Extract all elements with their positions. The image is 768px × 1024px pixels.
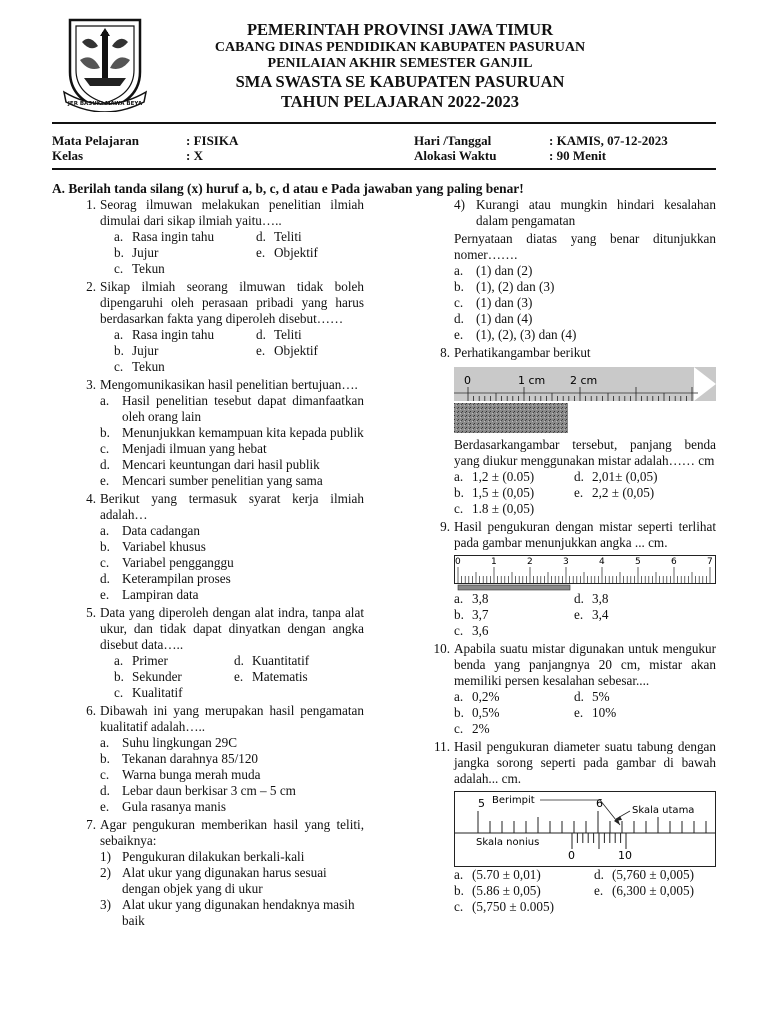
option-c[interactable]: c. (1) dan (3)	[454, 295, 533, 310]
time-value: : 90 Menit	[549, 148, 607, 163]
option-a[interactable]: a. (5.70 ± 0,01)	[454, 867, 541, 882]
option-b[interactable]: b. (5.86 ± 0,05)	[454, 883, 541, 898]
question-text: Perhatikangambar berikut	[454, 345, 591, 360]
east-java-emblem-logo	[60, 12, 150, 112]
option-e[interactable]: e. Lampiran data	[100, 587, 199, 602]
header-line-school: SMA SWASTA SE KABUPATEN PASURUAN	[235, 72, 565, 91]
option-d[interactable]: d. Teliti	[256, 327, 302, 342]
ruler-label-5: 5	[635, 557, 641, 567]
option-b[interactable]: b. Tekanan darahnya 85/120	[100, 751, 259, 766]
question-number: 5.	[86, 605, 96, 620]
ruler-label-1: 1	[491, 557, 497, 567]
option-e[interactable]: e. (1), (2), (3) dan (4)	[454, 327, 577, 342]
option-a[interactable]: a. Suhu lingkungan 29C	[100, 735, 238, 750]
ruler-label-6: 6	[671, 557, 677, 567]
option-c[interactable]: c. Warna bunga merah muda	[100, 767, 261, 782]
question-1	[74, 197, 364, 277]
option-c[interactable]: c. Menjadi ilmuan yang hebat	[100, 441, 267, 456]
ruler-label-3: 3	[563, 557, 569, 567]
question-number: 1.	[86, 197, 96, 212]
ruler-label-4: 4	[599, 557, 605, 567]
option-a[interactable]: a. Data cadangan	[100, 523, 200, 538]
option-d[interactable]: d. Keterampilan proses	[100, 571, 231, 586]
class-value: : X	[186, 148, 203, 163]
option-a[interactable]: a. Hasil penelitian tesebut dapat dimanfaatkan oleh orang lain	[100, 393, 364, 424]
question-text: Sikap ilmiah seorang ilmuwan tidak boleh dipengaruhi oleh perasaan pribadi yang harus berdasarkan fakta yang diperoleh disebut……	[100, 279, 364, 326]
option-c[interactable]: c. Tekun	[114, 359, 165, 374]
question-text: Apabila suatu mistar digunakan untuk mengukur benda yang panjangnya 20 cm, mistar akan memiliki persen kesalahan sebesar....	[454, 641, 716, 688]
class-label: Kelas	[52, 148, 84, 163]
ruler-label-7: 7	[707, 557, 713, 567]
question-number: 8.	[440, 345, 450, 360]
statement-2: 2) Alat ukur yang digunakan harus sesuai dengan objek yang di ukur	[100, 865, 327, 896]
option-a[interactable]: a. 3,8	[454, 591, 489, 606]
question-11	[428, 739, 716, 915]
main-scale-label-5: 5	[478, 797, 485, 810]
ruler-label-0: 0	[455, 557, 461, 567]
logo-motto: JER BASUKI MAWA BEYA	[67, 101, 143, 107]
subject-label: Mata Pelajaran	[52, 133, 140, 148]
question-8	[428, 345, 716, 517]
question-7	[74, 817, 364, 929]
question-number: 10.	[433, 641, 450, 656]
option-c[interactable]: c. Variabel pengganggu	[100, 555, 234, 570]
option-b[interactable]: b. Sekunder	[114, 669, 182, 684]
option-e[interactable]: e. Matematis	[234, 669, 308, 684]
header-line-province: PEMERINTAH PROVINSI JAWA TIMUR	[246, 20, 554, 39]
option-d[interactable]: d. (5,760 ± 0,005)	[594, 867, 694, 882]
option-a[interactable]: a. Rasa ingin tahu	[114, 327, 215, 342]
question-text: Hasil pengukuran dengan mistar seperti terlihat pada gambar menunjukkan angka ... cm.	[454, 519, 716, 550]
question-number: 11.	[434, 739, 450, 754]
ruler-figure-q9	[454, 555, 716, 591]
option-b[interactable]: b. 0,5%	[454, 705, 500, 720]
header-line-year: TAHUN PELAJARAN 2022-2023	[280, 92, 520, 111]
option-b[interactable]: b. Jujur	[114, 245, 159, 260]
question-text: Mengomunikasikan hasil penelitian bertujuan….	[100, 377, 358, 392]
question-text: Data yang diperoleh dengan alat indra, tanpa alat ukur, dan tidak dapat dinyatkan dengan angka disebut data…..	[100, 605, 364, 652]
vernier-label-10: 10	[618, 849, 632, 862]
question-7-statement: Pernyataan diatas yang benar ditunjukkan nomer…….	[454, 231, 716, 262]
option-e[interactable]: e. 2,2 ± (0,05)	[574, 485, 655, 500]
option-d[interactable]: d. (1) dan (4)	[454, 311, 533, 326]
measured-object	[458, 585, 570, 590]
right-column	[428, 197, 716, 915]
question-text: Agar pengukuran memberikan hasil yang teliti, sebaiknya:	[100, 817, 364, 848]
option-a[interactable]: a. Primer	[114, 653, 168, 668]
option-c[interactable]: c. 1.8 ± (0,05)	[454, 501, 535, 516]
option-e[interactable]: e. Gula rasanya manis	[100, 799, 226, 814]
header-divider-bottom	[52, 168, 716, 170]
question-6	[74, 703, 364, 815]
option-d[interactable]: d. Lebar daun berkisar 3 cm – 5 cm	[100, 783, 296, 798]
option-d[interactable]: d. Teliti	[256, 229, 302, 244]
option-b[interactable]: b. Jujur	[114, 343, 159, 358]
header-divider-top	[52, 122, 716, 124]
question-number: 6.	[86, 703, 96, 718]
question-8-text-2: Berdasarkangambar tersebut, panjang benda yang diukur menggunakan mistar adalah…… cm	[454, 437, 716, 468]
ruler-figure-q8	[454, 367, 716, 433]
vernier-scale-caption: Skala nonius	[476, 837, 540, 848]
question-text: Berikut yang termasuk syarat kerja ilmiah adalah…	[100, 491, 364, 522]
option-e[interactable]: e. Mencari sumber penelitian yang sama	[100, 473, 323, 488]
option-c[interactable]: c. Tekun	[114, 261, 165, 276]
vernier-label-0: 0	[568, 849, 575, 862]
question-7-continued	[454, 197, 716, 343]
main-scale-caption: Skala utama	[632, 805, 695, 816]
option-c[interactable]: c. (5,750 ± 0.005)	[454, 899, 554, 914]
question-number: 4.	[86, 491, 96, 506]
question-text: Dibawah ini yang merupakan hasil pengamatan kualitatif adalah…..	[100, 703, 364, 734]
option-a[interactable]: a. 1,2 ± (0.05)	[454, 469, 535, 484]
vernier-caliper-figure	[454, 791, 716, 867]
option-b[interactable]: b. Variabel khusus	[100, 539, 206, 554]
question-text: Seorag ilmuwan melakukan penelitian ilmiah dimulai dari sikap ilmiah yaitu…..	[100, 197, 364, 228]
statement-3: 3) Alat ukur yang digunakan hendaknya masih baik	[100, 897, 355, 928]
option-d[interactable]: d. 5%	[574, 689, 610, 704]
option-a[interactable]: a. (1) dan (2)	[454, 263, 533, 278]
statement-1: 1) Pengukuran dilakukan berkali-kali	[100, 849, 305, 864]
option-c[interactable]: c. 3,6	[454, 623, 489, 638]
ruler-label-2: 2	[527, 557, 533, 567]
option-b[interactable]: b. Menunjukkan kemampuan kita kepada publik	[100, 425, 364, 440]
day-label: Hari /Tanggal	[414, 133, 492, 148]
ruler-label-0: 0	[464, 374, 471, 387]
ruler-label-2cm: 2 cm	[570, 374, 598, 387]
main-scale-label-6: 6	[596, 797, 603, 810]
left-column	[74, 197, 364, 929]
option-e[interactable]: e. Objektif	[256, 343, 318, 358]
question-10	[428, 641, 716, 737]
question-number: 2.	[86, 279, 96, 294]
option-d[interactable]: d. Kuantitatif	[234, 653, 310, 668]
option-a[interactable]: a. 0,2%	[454, 689, 500, 704]
option-e[interactable]: e. 10%	[574, 705, 617, 720]
ruler-label-1cm: 1 cm	[518, 374, 546, 387]
question-text: Hasil pengukuran diameter suatu tabung dengan jangka sorong seperti pada gambar di bawah adalah... cm.	[454, 739, 716, 786]
option-d[interactable]: d. 3,8	[574, 591, 609, 606]
option-d[interactable]: d. Mencari keuntungan dari hasil publik	[100, 457, 320, 472]
header-line-agency: CABANG DINAS PENDIDIKAN KABUPATEN PASURUAN	[214, 40, 586, 55]
option-d[interactable]: d. 2,01± (0,05)	[574, 469, 658, 484]
option-e[interactable]: e. Objektif	[256, 245, 318, 260]
berimpit-label: Berimpit	[492, 795, 535, 806]
option-b[interactable]: b. 1,5 ± (0,05)	[454, 485, 535, 500]
question-4	[74, 491, 364, 603]
question-9	[428, 519, 716, 639]
section-a-instruction: A. Berilah tanda silang (x) huruf a, b, c, d atau e Pada jawaban yang paling benar!	[52, 181, 524, 196]
option-e[interactable]: e. (6,300 ± 0,005)	[594, 883, 694, 898]
question-2	[74, 279, 364, 375]
question-5	[74, 605, 364, 701]
option-e[interactable]: e. 3,4	[574, 607, 609, 622]
day-value: : KAMIS, 07-12-2023	[549, 133, 668, 148]
option-b[interactable]: b. (1), (2) dan (3)	[454, 279, 555, 294]
question-number: 3.	[86, 377, 96, 392]
option-c[interactable]: c. 2%	[454, 721, 490, 736]
question-number: 9.	[440, 519, 450, 534]
subject-value: : FISIKA	[186, 133, 239, 148]
option-c[interactable]: c. Kualitatif	[114, 685, 183, 700]
option-b[interactable]: b. 3,7	[454, 607, 489, 622]
header-line-exam: PENILAIAN AKHIR SEMESTER GANJIL	[267, 56, 533, 71]
question-number: 7.	[86, 817, 96, 832]
statement-4: 4) Kurangi atau mungkin hindari kesalahan dalam pengamatan	[454, 197, 716, 228]
question-3	[74, 377, 364, 489]
option-a[interactable]: a. Rasa ingin tahu	[114, 229, 215, 244]
time-label: Alokasi Waktu	[414, 148, 497, 163]
